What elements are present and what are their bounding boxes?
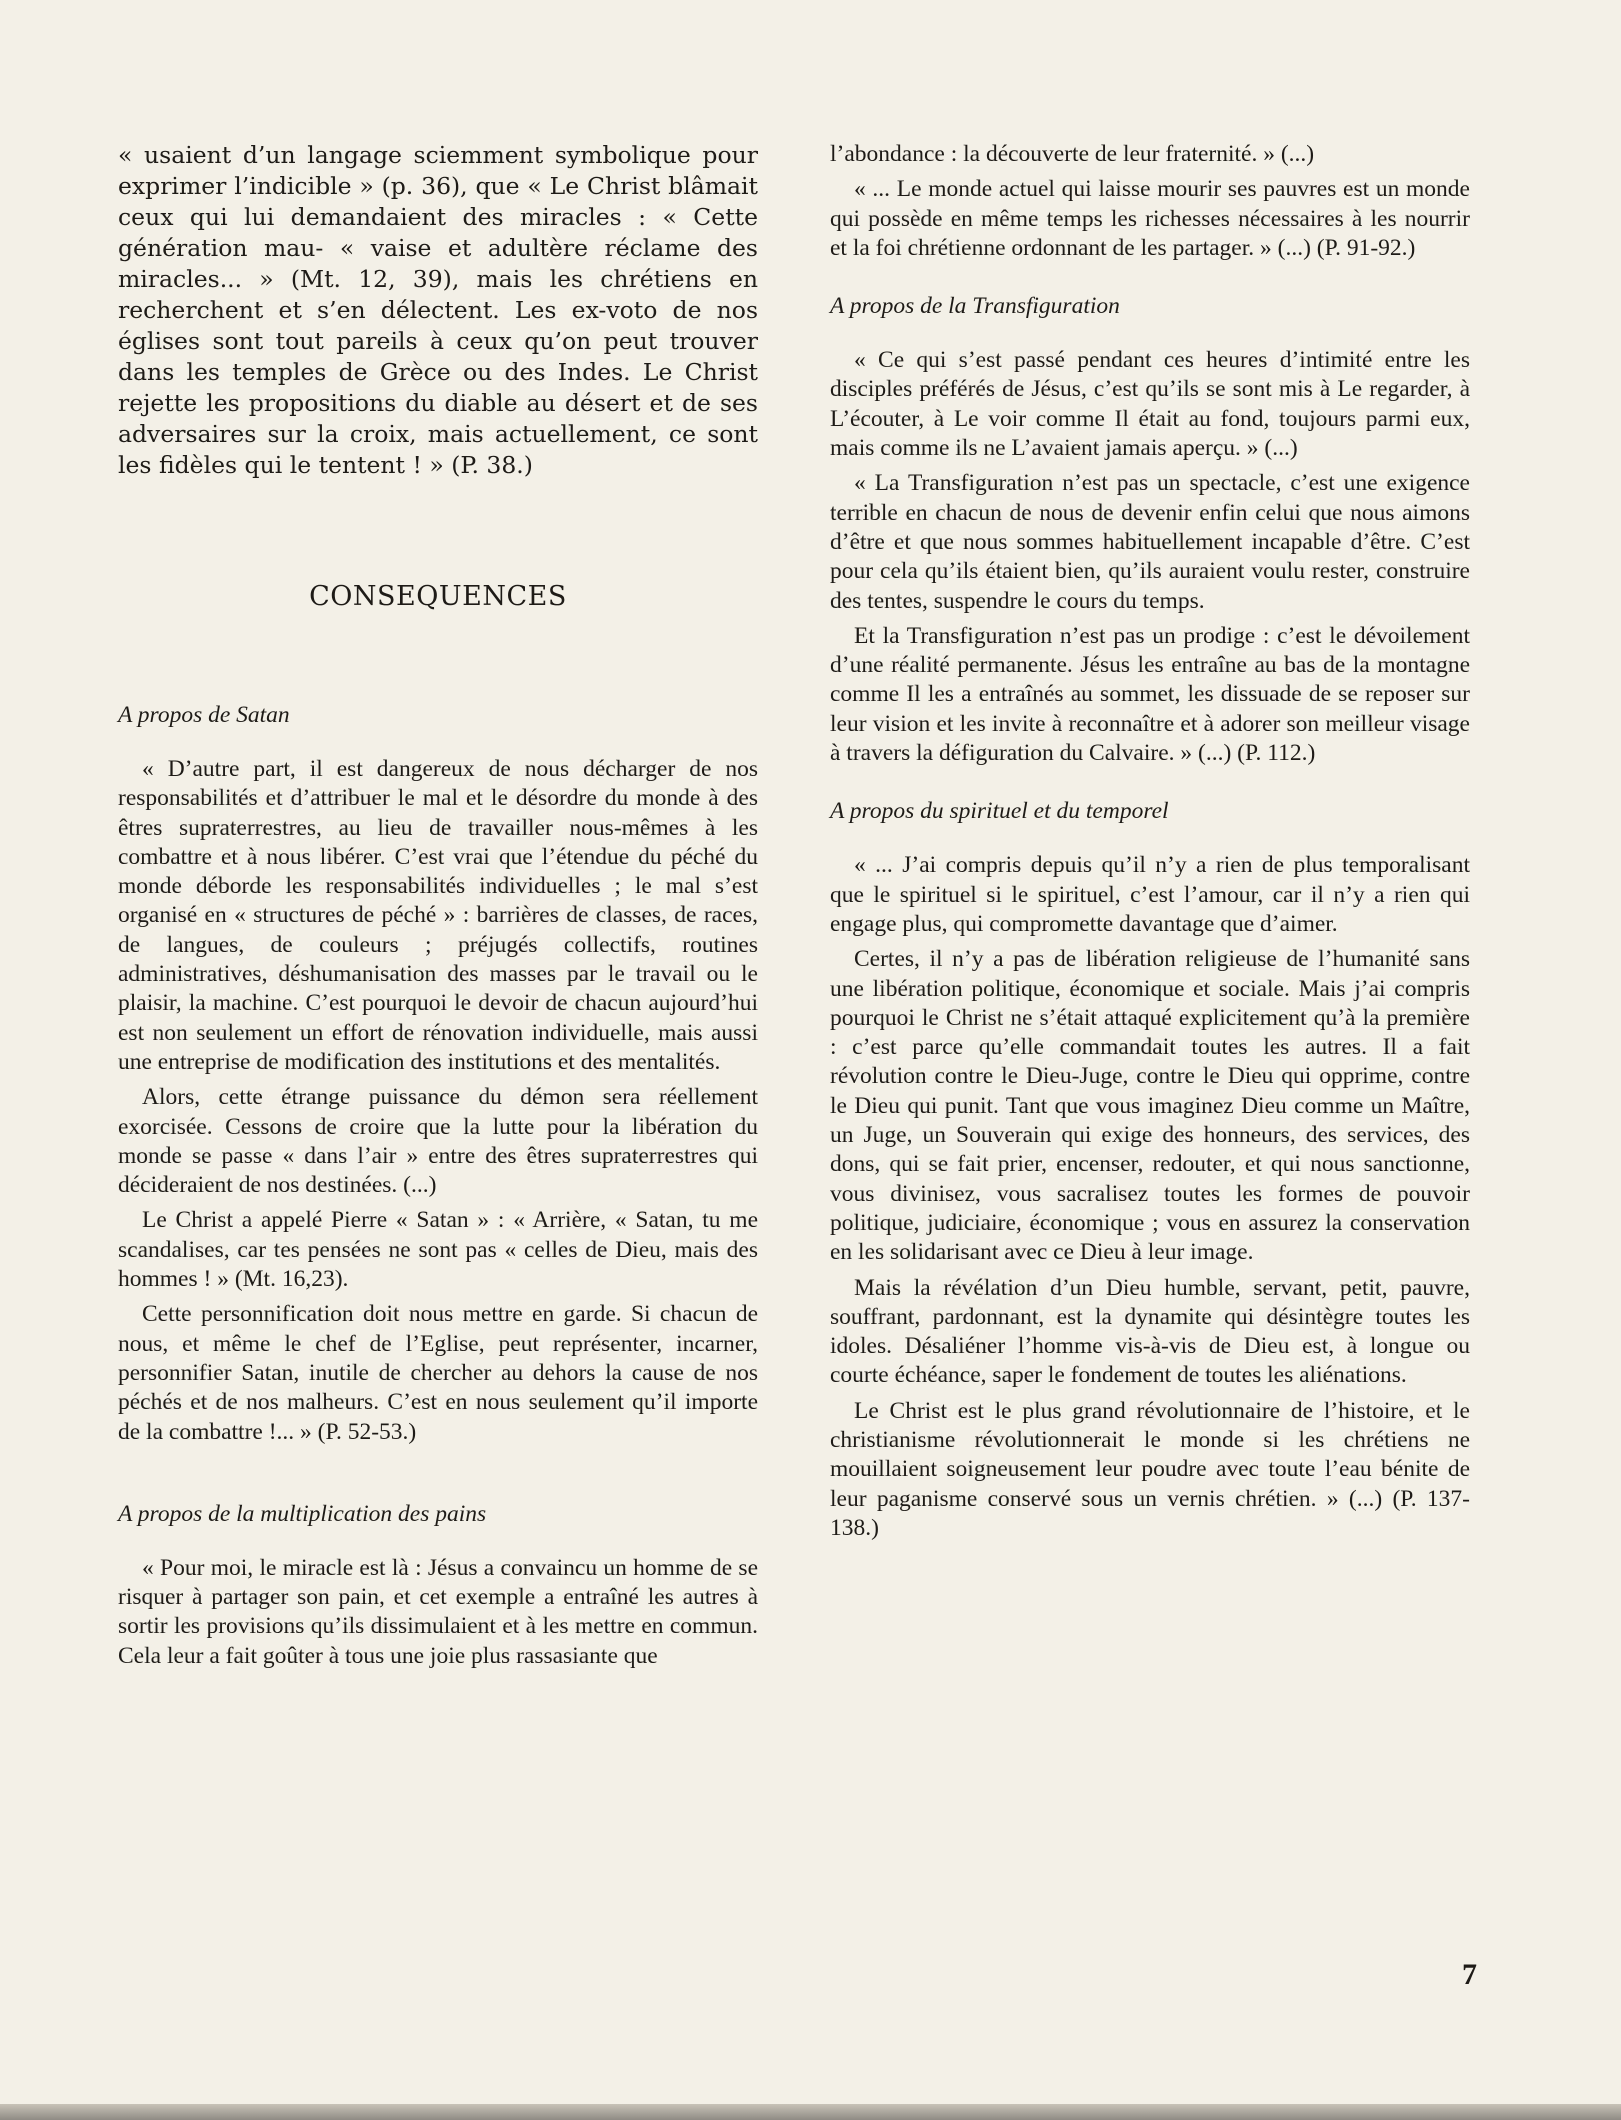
paragraph-continued: l’abondance : la découverte de leur fraternité. » (...): [830, 141, 1315, 167]
spacer: [830, 269, 1470, 293]
page-number: 7: [1462, 1958, 1477, 1991]
paragraph: Alors, cette étrange puissance du démon sera réellement exorcisée. Cessons de croire que la lutte pour la libération du monde se passe « dans l’air » entre des êtres supraterrestres qui décideraient de nos destinées. (...): [118, 1084, 758, 1199]
intro-paragraph: « usaient d’un langage sciemment symbolique pour exprimer l’indicible » (p. 36), que « Le Christ blâmait ceux qui lui demandaient des miracles : « Cette génération mau- « vaise et adultère réclame des miracles... » (Mt. 12, 39), mais les chrétiens en recherchent et s’en délectent. Les ex-voto de nos églises sont tout pareils à ceux qu’on peut trouver dans les temples de Grèce ou des Indes. Le Christ rejette les propositions du diable au désert et de ses adversaires sur la croix, mais actuellement, ce sont les fidèles qui le tentent ! » (P. 38.): [118, 141, 758, 479]
paragraph: « La Transfiguration n’est pas un spectacle, c’est une exigence terrible en chacun de nous de devenir enfin celui que nous aimons d’être et que nous sommes habituellement incapable d’être. C’est pour cela qu’ils étaient bien, qu’ils auraient voulu rester, construire des tentes, suspendre le cours du temps.: [830, 470, 1470, 614]
paragraph: Et la Transfiguration n’est pas un prodige : c’est le dévoilement d’une réalité permanente. Jésus les entraîne au bas de la montagne comme Il les a entraînés au sommet, les dissuade de se reposer sur leur vision et les invite à reconnaître et à adorer son meilleur visage à travers la défiguration du Calvaire. » (...) (P. 112.): [830, 622, 1470, 767]
spacer: [830, 774, 1470, 798]
paragraph: Certes, il n’y a pas de libération religieuse de l’humanité sans une libération politique, économique et sociale. Mais j’ai compris pourquoi le Christ ne s’était attaqué explicitement qu’à la première : c’est parce qu’elle commandait toutes les autres. Il a fait révolution contre le Dieu-Juge, contre le Dieu qui opprime, contre le Dieu qui punit. Tant que vous imaginez Dieu comme un Maître, un Juge, un Souverain qui exige des honneurs, des services, des dons, qui se fait prier, encenser, redouter, et qui nous sanctionne, vous divinisez, vous sacralisez toutes les formes de pouvoir politique, judiciaire, économique ; vous en assurez la conservation en les solidarisant avec ce Dieu à leur image.: [830, 946, 1470, 1266]
paragraph: « Pour moi, le miracle est là : Jésus a convaincu un homme de se risquer à partager son pain, et cet exemple a entraîné les autres à sortir les provisions qu’ils dissimulaient et à les mettre en commun. Cela leur a fait goûter à tous une joie plus rassasiante que: [118, 1554, 758, 1669]
paragraph: « Ce qui s’est passé pendant ces heures d’intimité entre les disciples préférés de Jésus, c’est qu’ils se sont mis à Le regarder, à L’écouter, à Le voir comme Il était au fond, toujours parmi eux, mais comme ils ne L’avaient jamais aperçu. » (...): [830, 347, 1470, 462]
paragraph: « ... Le monde actuel qui laisse mourir ses pauvres est un monde qui possède en même temps les richesses nécessaires à les nourrir et la foi chrétienne ordonnant de les partager. » (...) (P. 91-92.): [830, 176, 1470, 261]
paragraph: « D’autre part, il est dangereux de nous décharger de nos responsabilités et d’attribuer le mal et le désordre du monde à des êtres supraterrestres, au lieu de travailler nous-mêmes à les combattre et à nous libérer. C’est vrai que l’étendue du péché du monde déborde les responsabilités individuelles ; le mal s’est organisé en « structures de péché » : barrières de classes, de races, de langues, de couleurs ; préjugés collectifs, routines administratives, déshumanisation des masses par le travail ou le plaisir, la machine. C’est pourquoi le devoir de chacun aujourd’hui est non seulement un effort de rénovation individuelle, mais aussi une entreprise de modification des institutions et des mentalités.: [118, 756, 758, 1075]
paragraph: Le Christ a appelé Pierre « Satan » : « Arrière, « Satan, tu me scandalises, car tes pensées ne sont pas « celles de Dieu, mais des hommes ! » (Mt. 16,23).: [118, 1207, 758, 1293]
spacer: [118, 1453, 758, 1501]
intro-block: [118, 140, 758, 481]
section-title: CONSEQUENCES: [309, 581, 567, 612]
paragraph: « ... J’ai compris depuis qu’il n’y a rien de plus temporalisant que le spirituel si le spirituel, c’est l’amour, car il n’y a rien qui engage plus, qui compromette davantage que d’aimer.: [830, 852, 1470, 937]
subheading-transfiguration: A propos de la Transfiguration: [830, 293, 1120, 320]
subheading-spirituel: A propos du spirituel et du temporel: [830, 798, 1169, 825]
subheading-satan: A propos de Satan: [118, 702, 290, 728]
paragraph: Cette personnification doit nous mettre en garde. Si chacun de nous, et même le chef de l’Eglise, peut représenter, incarner, personnifier Satan, inutile de chercher au dehors la cause de nos péchés et de nos malheurs. C’est en nous seulement qu’il importe de la combattre !... » (P. 52-53.): [118, 1301, 758, 1445]
paragraph: Le Christ est le plus grand révolutionnaire de l’histoire, et le christianisme révolutionnerait le monde si les chrétiens ne mouillaient soigneusement leur poudre avec toute l’eau bénite de leur paganisme conservé sous un vernis chrétien. » (...) (P. 137-138.): [830, 1397, 1470, 1541]
page-bottom-edge: [0, 2104, 1621, 2120]
right-column: [830, 140, 1470, 1549]
left-column: [118, 140, 758, 1677]
subheading-pains: A propos de la multiplication des pains: [118, 1500, 487, 1527]
paragraph: Mais la révélation d’un Dieu humble, servant, petit, pauvre, souffrant, pardonnant, est la dynamite qui désintègre toutes les idoles. Désaliéner l’homme vis-à-vis de Dieu est, à longue ou courte échéance, saper le fondement de toutes les aliénations.: [830, 1274, 1470, 1389]
